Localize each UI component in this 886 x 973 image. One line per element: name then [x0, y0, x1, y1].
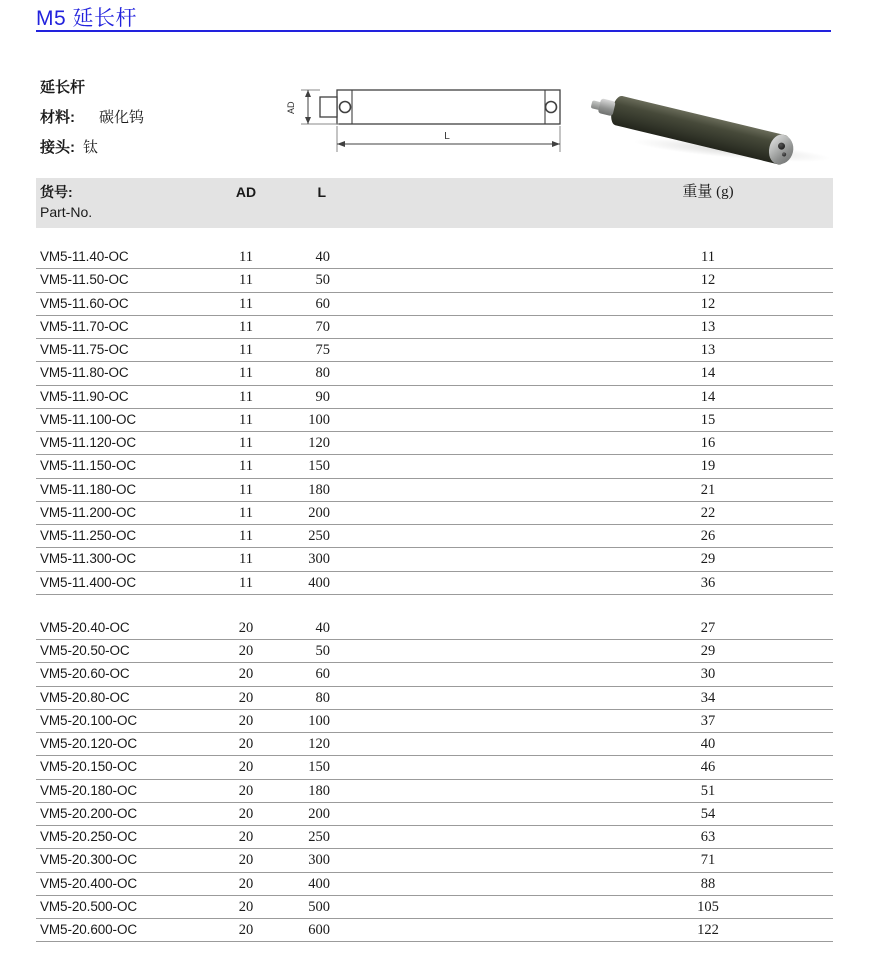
part-no-cell: VM5-11.180-OC [40, 481, 136, 497]
weight-cell: 46 [700, 759, 716, 776]
l-cell: 150 [308, 458, 330, 475]
ad-cell: 20 [238, 689, 254, 706]
l-cell: 120 [308, 435, 330, 452]
ad-cell: 20 [238, 782, 254, 799]
weight-cell: 51 [700, 782, 716, 799]
header-weight: 重量 (g) [682, 184, 734, 200]
ad-cell: 20 [238, 922, 254, 939]
material-value: 碳化钨 [99, 110, 145, 126]
l-cell: 40 [315, 619, 330, 636]
ad-cell: 11 [239, 295, 253, 312]
weight-cell: 21 [700, 481, 716, 498]
photo-end-cap [766, 132, 796, 167]
weight-cell: 19 [700, 458, 716, 475]
ad-cell: 20 [238, 898, 254, 915]
weight-cell: 30 [700, 666, 716, 683]
weight-cell: 26 [700, 528, 716, 545]
table-row [36, 386, 833, 409]
table-row [36, 919, 833, 942]
part-no-cell: VM5-11.300-OC [40, 551, 136, 567]
part-no-cell: VM5-11.60-OC [40, 295, 129, 311]
l-cell: 50 [315, 643, 330, 660]
l-cell: 180 [308, 782, 330, 799]
group-spacer [36, 595, 833, 617]
table-row [36, 479, 833, 502]
part-no-cell: VM5-20.600-OC [40, 922, 137, 938]
part-no-cell: VM5-11.50-OC [40, 272, 129, 288]
rod-outline [337, 90, 560, 124]
table-row [36, 756, 833, 779]
weight-cell: 13 [700, 318, 716, 335]
ad-cell: 11 [239, 504, 253, 521]
ad-cell: 20 [238, 643, 254, 660]
l-cell: 400 [308, 574, 330, 591]
weight-cell: 22 [700, 504, 716, 521]
weight-cell: 122 [697, 922, 719, 939]
weight-cell: 63 [700, 829, 716, 846]
table-row [36, 687, 833, 710]
part-no-cell: VM5-11.70-OC [40, 318, 129, 334]
table-row [36, 293, 833, 316]
joint-row [40, 136, 144, 157]
material-row [40, 106, 144, 127]
ad-cell: 20 [238, 829, 254, 846]
l-cell: 60 [315, 295, 330, 312]
l-cell: 400 [308, 875, 330, 892]
technical-drawing [283, 84, 575, 156]
part-no-cell: VM5-11.100-OC [40, 411, 136, 427]
weight-cell: 15 [700, 411, 716, 428]
ad-cell: 11 [239, 458, 253, 475]
ad-cell: 20 [238, 759, 254, 776]
ad-cell: 11 [239, 528, 253, 545]
weight-cell: 54 [700, 805, 716, 822]
table-header [36, 178, 833, 228]
l-cell: 50 [315, 272, 330, 289]
ad-cell: 11 [239, 365, 253, 382]
part-no-cell: VM5-11.250-OC [40, 528, 136, 544]
ad-cell: 11 [239, 318, 253, 335]
ad-cell: 20 [238, 736, 254, 753]
weight-cell: 14 [700, 365, 716, 382]
ad-cell: 11 [239, 435, 253, 452]
joint-label: 接头: [40, 139, 75, 156]
part-no-cell: VM5-20.150-OC [40, 759, 137, 775]
part-no-cell: VM5-20.60-OC [40, 666, 130, 682]
l-cell: 300 [308, 852, 330, 869]
part-no-cell: VM5-20.250-OC [40, 829, 137, 845]
ad-cell: 11 [239, 574, 253, 591]
l-cell: 120 [308, 736, 330, 753]
weight-cell: 16 [700, 435, 716, 452]
table-row [36, 316, 833, 339]
part-no-cell: VM5-20.40-OC [40, 619, 130, 635]
l-cell: 100 [308, 411, 330, 428]
weight-cell: 105 [697, 898, 719, 915]
weight-cell: 29 [700, 551, 716, 568]
ad-cell: 11 [239, 551, 253, 568]
material-label: 材料: [40, 109, 75, 126]
weight-cell: 29 [700, 643, 716, 660]
table-body [36, 246, 833, 942]
table-row [36, 640, 833, 663]
ad-cell: 20 [238, 805, 254, 822]
table-row [36, 896, 833, 919]
part-no-cell: VM5-11.90-OC [40, 388, 129, 404]
table-row [36, 849, 833, 872]
weight-cell: 27 [700, 619, 716, 636]
table-row [36, 617, 833, 640]
page-title: M5 延长杆 [36, 7, 138, 30]
product-name: 延长杆 [40, 79, 86, 96]
part-no-cell: VM5-20.50-OC [40, 643, 130, 659]
ad-cell: 20 [238, 619, 254, 636]
table-row [36, 548, 833, 571]
photo-connector [598, 98, 616, 116]
part-no-cell: VM5-20.120-OC [40, 736, 137, 752]
weight-cell: 34 [700, 689, 716, 706]
part-no-cell: VM5-20.500-OC [40, 898, 137, 914]
l-cell: 250 [308, 528, 330, 545]
table-row [36, 432, 833, 455]
part-no-cell: VM5-20.200-OC [40, 805, 137, 821]
weight-cell: 36 [700, 574, 716, 591]
l-cell: 250 [308, 829, 330, 846]
ad-cell: 20 [238, 712, 254, 729]
ad-cell: 20 [238, 875, 254, 892]
photo-cap-hole [777, 142, 785, 150]
table-row [36, 663, 833, 686]
table-row [36, 826, 833, 849]
l-cell: 70 [315, 318, 330, 335]
weight-cell: 37 [700, 712, 716, 729]
weight-cell: 11 [701, 249, 715, 266]
joint-value: 钛 [83, 140, 99, 156]
ad-cell: 20 [238, 666, 254, 683]
l-cell: 75 [315, 342, 330, 359]
part-no-cell: VM5-11.40-OC [40, 249, 129, 265]
l-cell: 80 [315, 689, 330, 706]
weight-cell: 40 [700, 736, 716, 753]
title-underline [36, 30, 831, 32]
part-no-cell: VM5-11.200-OC [40, 504, 136, 520]
table-row [36, 362, 833, 385]
rod-stub [320, 97, 337, 117]
product-photo [596, 78, 851, 173]
weight-cell: 14 [700, 388, 716, 405]
part-no-cell: VM5-20.100-OC [40, 712, 137, 728]
l-cell: 200 [308, 504, 330, 521]
l-cell: 500 [308, 898, 330, 915]
part-no-cell: VM5-20.300-OC [40, 852, 137, 868]
header-part-no-zh: 货号: [40, 184, 73, 200]
l-cell: 300 [308, 551, 330, 568]
part-no-cell: VM5-11.120-OC [40, 435, 136, 451]
ad-cell: 11 [239, 272, 253, 289]
weight-cell: 13 [700, 342, 716, 359]
photo-rod [608, 94, 792, 166]
part-no-cell: VM5-11.400-OC [40, 574, 136, 590]
ad-cell: 11 [239, 342, 253, 359]
parts-table [36, 178, 833, 942]
table-row [36, 803, 833, 826]
l-cell: 100 [308, 712, 330, 729]
part-no-cell: VM5-20.400-OC [40, 875, 137, 891]
drawing-svg [283, 84, 575, 156]
l-cell: 600 [308, 922, 330, 939]
part-no-cell: VM5-11.150-OC [40, 458, 136, 474]
part-no-cell: VM5-11.75-OC [40, 342, 129, 358]
part-no-cell: VM5-20.180-OC [40, 782, 137, 798]
header-l: L [317, 184, 326, 200]
table-row [36, 502, 833, 525]
ad-cell: 11 [239, 481, 253, 498]
header-part-no-en: Part-No. [40, 204, 93, 220]
photo-cap-hole-small [782, 152, 787, 157]
weight-cell: 71 [700, 852, 716, 869]
dim-label-l: L [444, 131, 450, 142]
table-row [36, 339, 833, 362]
l-cell: 40 [315, 249, 330, 266]
table-row [36, 455, 833, 478]
l-cell: 200 [308, 805, 330, 822]
l-cell: 80 [315, 365, 330, 382]
table-row [36, 525, 833, 548]
ad-cell: 11 [239, 388, 253, 405]
table-row [36, 710, 833, 733]
product-info [40, 76, 144, 166]
dim-label-ad: AD [286, 101, 296, 114]
l-cell: 180 [308, 481, 330, 498]
l-cell: 90 [315, 388, 330, 405]
header-part-no [36, 183, 216, 222]
table-row [36, 873, 833, 896]
table-row [36, 572, 833, 595]
ad-cell: 11 [239, 249, 253, 266]
table-row [36, 780, 833, 803]
table-row [36, 246, 833, 269]
ad-cell: 20 [238, 852, 254, 869]
table-row [36, 269, 833, 292]
table-row [36, 409, 833, 432]
table-row [36, 733, 833, 756]
l-cell: 60 [315, 666, 330, 683]
l-cell: 150 [308, 759, 330, 776]
part-no-cell: VM5-11.80-OC [40, 365, 129, 381]
weight-cell: 12 [700, 295, 716, 312]
weight-cell: 88 [700, 875, 716, 892]
header-ad: AD [235, 184, 257, 200]
ad-cell: 11 [239, 411, 253, 428]
header-body-gap [36, 228, 833, 246]
weight-cell: 12 [700, 272, 716, 289]
part-no-cell: VM5-20.80-OC [40, 689, 130, 705]
